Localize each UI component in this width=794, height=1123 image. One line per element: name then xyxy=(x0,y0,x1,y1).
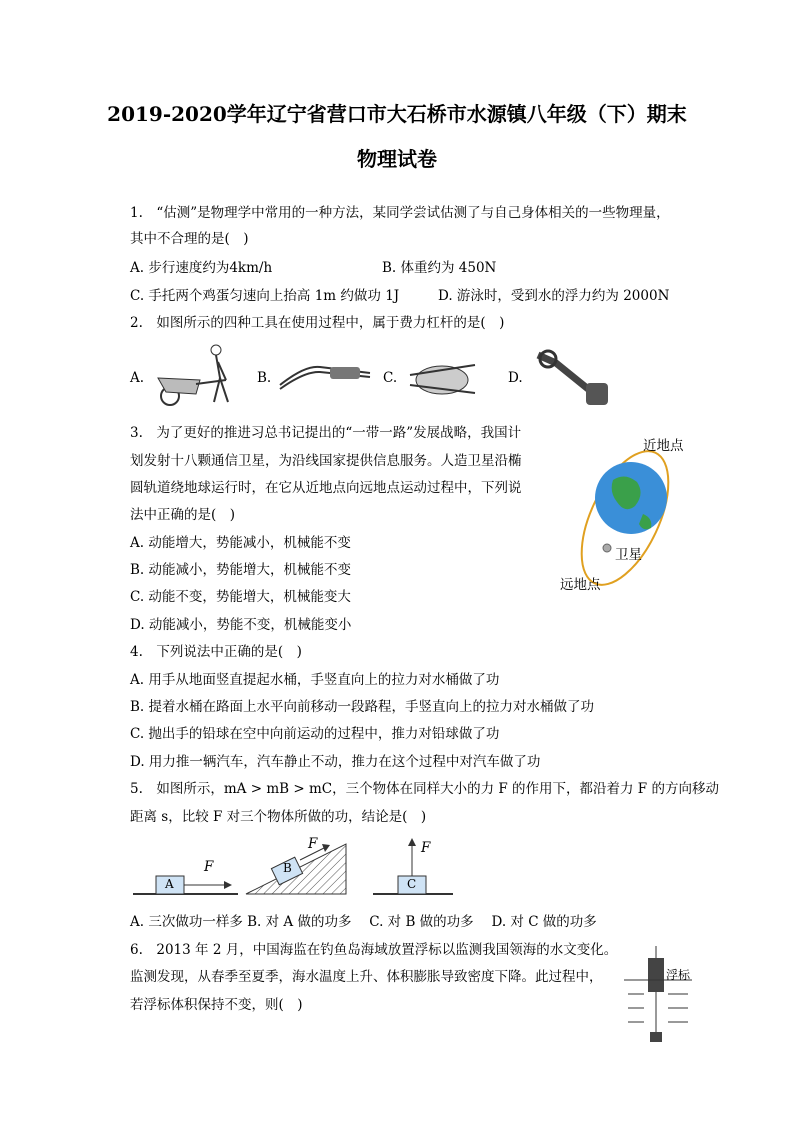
q1-option-a: A. 步行速度约为4km/h xyxy=(130,260,273,276)
label-apogee: 远地点 xyxy=(560,577,601,593)
q1-stem-line2: 其中不合理的是( ) xyxy=(130,231,249,247)
q4-stem: 4. 下列说法中正确的是( ) xyxy=(130,644,302,660)
q1-option-b: B. 体重约为 450N xyxy=(382,260,497,276)
satellite-orbit-figure xyxy=(555,428,705,593)
q3-option-a: A. 动能增大，势能减小，机械能不变 xyxy=(130,535,351,551)
nutcracker-figure xyxy=(400,345,485,405)
q3-stem-line3: 圆轨道绕地球运行时，在它从近地点向远地点运动过程中，下列说 xyxy=(130,480,522,496)
block-a-label: A xyxy=(165,877,174,891)
q2-option-c: C. xyxy=(383,370,398,386)
wheelbarrow-figure xyxy=(148,340,243,408)
block-c-label: C xyxy=(407,877,417,891)
q3-option-d: D. 动能减小，势能不变，机械能变小 xyxy=(130,617,352,633)
q3-stem-line2: 划发射十八颗通信卫星，为沿线国家提供信息服务。人造卫星沿椭 xyxy=(130,453,522,469)
q4-option-b: B. 提着水桶在路面上水平向前移动一段路程，手竖直向上的拉力对水桶做了功 xyxy=(130,699,595,715)
wrench-figure xyxy=(528,345,613,407)
buoy-figure xyxy=(622,944,694,1048)
tongs-figure xyxy=(275,345,375,400)
q1-option-d: D. 游泳时，受到水的浮力约为 2000N xyxy=(438,288,670,304)
title-line-1: 2019-2020学年辽宁省营口市大石桥市水源镇八年级（下）期末 xyxy=(107,102,687,126)
buoy-label: 浮标 xyxy=(666,968,691,982)
force-label-b: F xyxy=(308,836,318,852)
q3-stem-line1: 3. 为了更好的推进习总书记提出的“一带一路”发展战略，我国计 xyxy=(130,425,522,441)
q4-option-d: D. 用力推一辆汽车，汽车静止不动，推力在这个过程中对汽车做了功 xyxy=(130,754,541,770)
q1-option-c: C. 手托两个鸡蛋匀速向上抬高 1m 约做功 1J xyxy=(130,288,400,304)
q5-options: A. 三次做功一样多 B. 对 A 做的功多 C. 对 B 做的功多 D. 对 C 做的功多 xyxy=(130,914,597,930)
q6-stem-line3: 若浮标体积保持不变，则( ) xyxy=(130,997,303,1013)
q6-stem-line2: 监测发现，从春季至夏季，海水温度上升、体积膨胀导致密度下降。此过程中， xyxy=(130,969,603,985)
q3-option-b: B. 动能减小，势能增大，机械能不变 xyxy=(130,562,352,578)
q2-option-d: D. xyxy=(508,370,523,386)
q4-option-c: C. 抛出手的铅球在空中向前运动的过程中，推力对铅球做了功 xyxy=(130,726,500,742)
q2-stem: 2. 如图所示的四种工具在使用过程中，属于费力杠杆的是( ) xyxy=(130,315,505,331)
title-line-2: 物理试卷 xyxy=(357,147,437,171)
q1-stem-line1: 1. “估测”是物理学中常用的一种方法，某同学尝试估测了与自己身体相关的一些物理量， xyxy=(130,205,670,221)
q3-option-c: C. 动能不变，势能增大，机械能变大 xyxy=(130,589,351,605)
force-label-c: F xyxy=(421,840,431,856)
label-perigee: 近地点 xyxy=(643,438,684,454)
q2-option-b: B. xyxy=(257,370,272,386)
q3-stem-line4: 法中正确的是( ) xyxy=(130,507,236,523)
q6-stem-line1: 6. 2013 年 2 月，中国海监在钓鱼岛海域放置浮标以监测我国领海的水文变化。 xyxy=(130,942,618,958)
force-blocks-figure xyxy=(128,834,458,900)
q2-option-a: A. xyxy=(130,370,145,386)
q4-option-a: A. 用手从地面竖直提起水桶，手竖直向上的拉力对水桶做了功 xyxy=(130,672,500,688)
label-satellite: 卫星 xyxy=(615,547,642,563)
force-label-a: F xyxy=(204,859,214,875)
q5-stem-line1: 5. 如图所示，mA > mB > mC，三个物体在同样大小的力 F 的作用下，都沿着力 F 的方向移动 xyxy=(130,781,719,797)
block-b-label: B xyxy=(283,861,292,875)
q5-stem-line2: 距离 s，比较 F 对三个物体所做的功，结论是( ) xyxy=(130,809,427,825)
